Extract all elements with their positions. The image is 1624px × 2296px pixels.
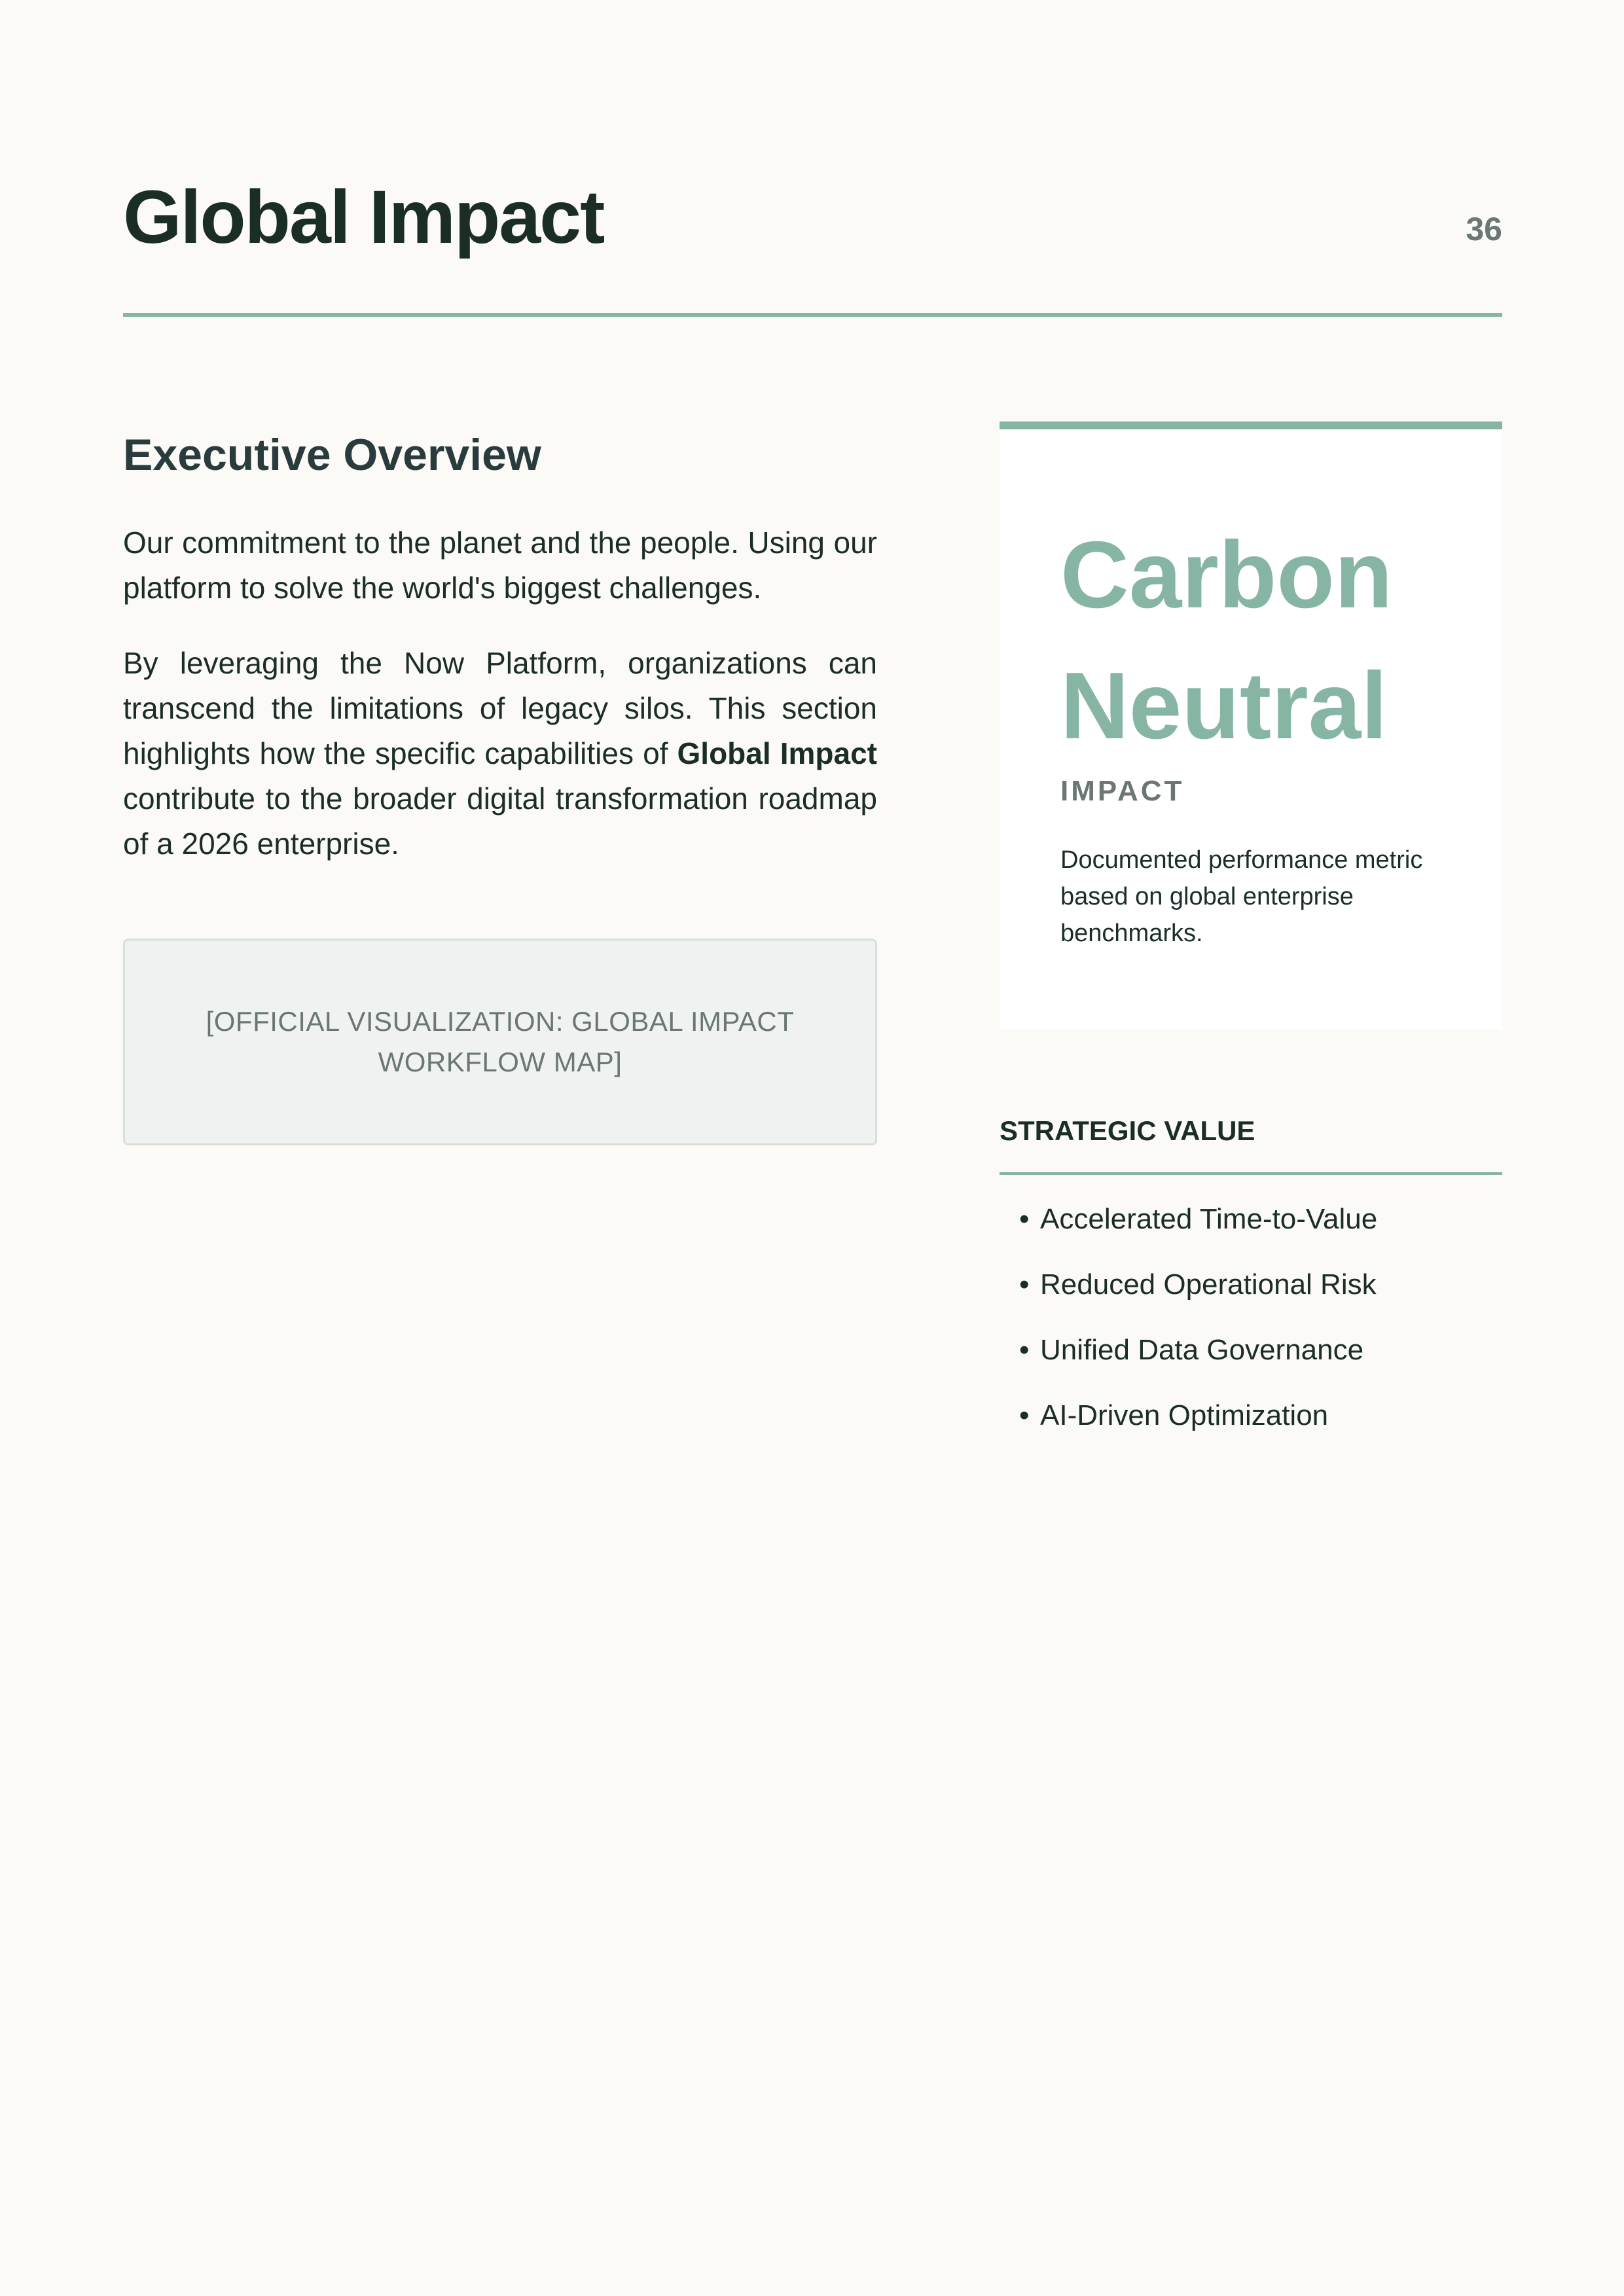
- list-item-label: Reduced Operational Risk: [1040, 1268, 1377, 1300]
- page-number: 36: [1466, 211, 1502, 247]
- list-item-label: AI-Driven Optimization: [1040, 1399, 1329, 1431]
- stat-label: IMPACT: [1060, 775, 1185, 807]
- list-item-label: Accelerated Time-to-Value: [1040, 1203, 1378, 1235]
- list-item: [1000, 1265, 1502, 1304]
- list-item: [1000, 1331, 1502, 1370]
- visualization-label: [OFFICIAL VISUALIZATION: GLOBAL IMPACT WORKFLOW MAP]: [206, 1006, 795, 1077]
- body-text-end: contribute to the broader digital transformation roadmap of a 2026 enterprise.: [123, 781, 877, 861]
- document-page: [123, 0, 1502, 2296]
- visualization-placeholder: [123, 939, 877, 1145]
- stat-value: Carbon Neutral: [1060, 522, 1393, 759]
- stat-card: [1000, 422, 1502, 1030]
- intro-paragraph: Our commitment to the planet and the people. Using our platform to solve the world's biggest challenges.: [123, 526, 877, 605]
- body-text-start: By leveraging the Now Platform, organizations can transcend the limitations of legacy silos. This section highlights how the specific capabilities of: [123, 646, 877, 770]
- list-item: [1000, 1200, 1502, 1239]
- stat-description: Documented performance metric based on global enterprise benchmarks.: [1060, 846, 1423, 947]
- bullet-icon: •: [1019, 1203, 1030, 1235]
- list-item-label: Unified Data Governance: [1040, 1334, 1364, 1366]
- body-text-emphasis: Global Impact: [677, 736, 877, 770]
- strategic-value-section: [1000, 1108, 1502, 1462]
- strategic-value-heading: STRATEGIC VALUE: [1000, 1108, 1502, 1175]
- strategic-value-list: [1000, 1200, 1502, 1435]
- overview-section: [123, 419, 877, 1077]
- list-item: [1000, 1396, 1502, 1435]
- bullet-icon: •: [1019, 1399, 1030, 1431]
- bullet-icon: •: [1019, 1268, 1030, 1300]
- bullet-icon: •: [1019, 1334, 1030, 1366]
- section-heading: Executive Overview: [123, 430, 541, 480]
- page-title: Global Impact: [123, 175, 604, 259]
- page-header: [123, 171, 1502, 317]
- body-paragraph: [123, 641, 877, 867]
